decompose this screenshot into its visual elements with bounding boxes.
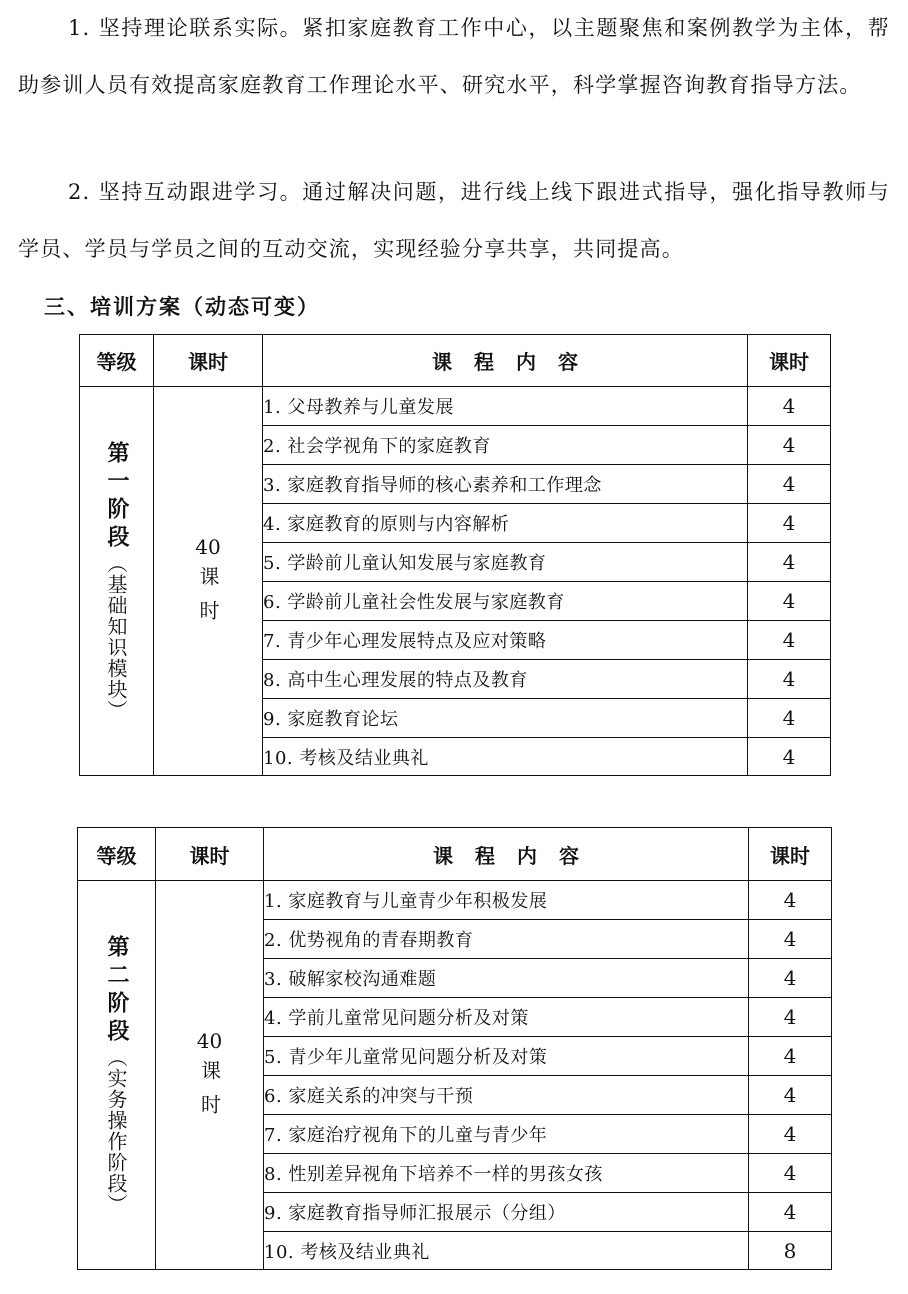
table-header-row xyxy=(78,828,832,881)
course-hours: 4 xyxy=(748,738,831,776)
table-header-row xyxy=(80,335,831,387)
course-name: 6. 学龄前儿童社会性发展与家庭教育 xyxy=(263,582,748,621)
principle-paragraph-1: 1. 坚持理论联系实际。紧扣家庭教育工作中心，以主题聚焦和案例教学为主体，帮助参训人员有效提高家庭教育工作理论水平、研究水平，科学掌握咨询教育指导方法。 xyxy=(18,16,890,97)
header-hours: 课时 xyxy=(156,828,264,881)
course-hours: 4 xyxy=(749,1037,832,1076)
course-name: 1. 父母教养与儿童发展 xyxy=(263,387,748,426)
stage-total-hours: 40 xyxy=(195,535,221,559)
stage-2-table xyxy=(77,827,832,1270)
course-hours: 4 xyxy=(749,881,832,920)
course-hours: 4 xyxy=(748,660,831,699)
course-name: 6. 家庭关系的冲突与干预 xyxy=(264,1076,749,1115)
course-name: 10. 考核及结业典礼 xyxy=(264,1232,749,1270)
header-course-hours: 课时 xyxy=(749,828,832,881)
course-name: 9. 家庭教育指导师汇报展示（分组） xyxy=(264,1193,749,1232)
stage-hours-cell xyxy=(156,881,264,1270)
course-name: 2. 社会学视角下的家庭教育 xyxy=(263,426,748,465)
course-hours: 4 xyxy=(748,621,831,660)
table-row xyxy=(80,387,831,426)
course-name: 4. 学前儿童常见问题分析及对策 xyxy=(264,998,749,1037)
stage-label-cell xyxy=(78,881,156,1270)
course-hours: 4 xyxy=(749,1154,832,1193)
course-hours: 4 xyxy=(749,1076,832,1115)
course-name: 10. 考核及结业典礼 xyxy=(263,738,748,776)
header-content: 课程内容 xyxy=(263,335,748,387)
course-hours: 4 xyxy=(748,582,831,621)
header-content: 课程内容 xyxy=(264,828,749,881)
course-name: 3. 破解家校沟通难题 xyxy=(264,959,749,998)
course-name: 7. 家庭治疗视角下的儿童与青少年 xyxy=(264,1115,749,1154)
stage-name: 第一阶段 xyxy=(104,441,129,553)
course-name: 7. 青少年心理发展特点及应对策略 xyxy=(263,621,748,660)
course-name: 9. 家庭教育论坛 xyxy=(263,699,748,738)
course-hours: 4 xyxy=(748,387,831,426)
header-level: 等级 xyxy=(80,335,154,387)
course-hours: 4 xyxy=(748,426,831,465)
course-name: 5. 青少年儿童常见问题分析及对策 xyxy=(264,1037,749,1076)
course-hours: 4 xyxy=(748,504,831,543)
course-hours: 4 xyxy=(749,998,832,1037)
course-hours: 4 xyxy=(749,920,832,959)
course-name: 3. 家庭教育指导师的核心素养和工作理念 xyxy=(263,465,748,504)
stage-label-cell xyxy=(80,387,154,776)
header-hours: 课时 xyxy=(154,335,263,387)
course-name: 1. 家庭教育与儿童青少年积极发展 xyxy=(264,881,749,920)
course-hours: 4 xyxy=(748,543,831,582)
stage-1-table xyxy=(79,334,831,776)
section-heading: 三、培训方案（动态可变） xyxy=(44,295,320,319)
course-name: 2. 优势视角的青春期教育 xyxy=(264,920,749,959)
course-hours: 4 xyxy=(749,1115,832,1154)
principle-paragraph-2: 2. 坚持互动跟进学习。通过解决问题，进行线上线下跟进式指导，强化指导教师与学员、学员与学员之间的互动交流，实现经验分享共享，共同提高。 xyxy=(18,180,890,261)
stage-hours-unit: 课时 xyxy=(197,1060,222,1128)
header-level: 等级 xyxy=(78,828,156,881)
course-hours: 4 xyxy=(748,699,831,738)
header-course-hours: 课时 xyxy=(748,335,831,387)
course-hours: 4 xyxy=(748,465,831,504)
course-name: 8. 性别差异视角下培养不一样的男孩女孩 xyxy=(264,1154,749,1193)
stage-subtitle: （基础知识模块） xyxy=(104,553,128,721)
stage-total-hours: 40 xyxy=(196,1029,223,1053)
course-name: 5. 学龄前儿童认知发展与家庭教育 xyxy=(263,543,748,582)
course-name: 8. 高中生心理发展的特点及教育 xyxy=(263,660,748,699)
stage-hours-cell xyxy=(154,387,263,776)
table-row xyxy=(78,881,832,920)
course-hours: 8 xyxy=(749,1232,832,1270)
course-hours: 4 xyxy=(749,1193,832,1232)
course-hours: 4 xyxy=(749,959,832,998)
stage-hours-unit: 课时 xyxy=(196,566,220,634)
stage-subtitle: （实务操作阶段） xyxy=(104,1047,128,1215)
course-name: 4. 家庭教育的原则与内容解析 xyxy=(263,504,748,543)
stage-name: 第二阶段 xyxy=(104,935,129,1047)
